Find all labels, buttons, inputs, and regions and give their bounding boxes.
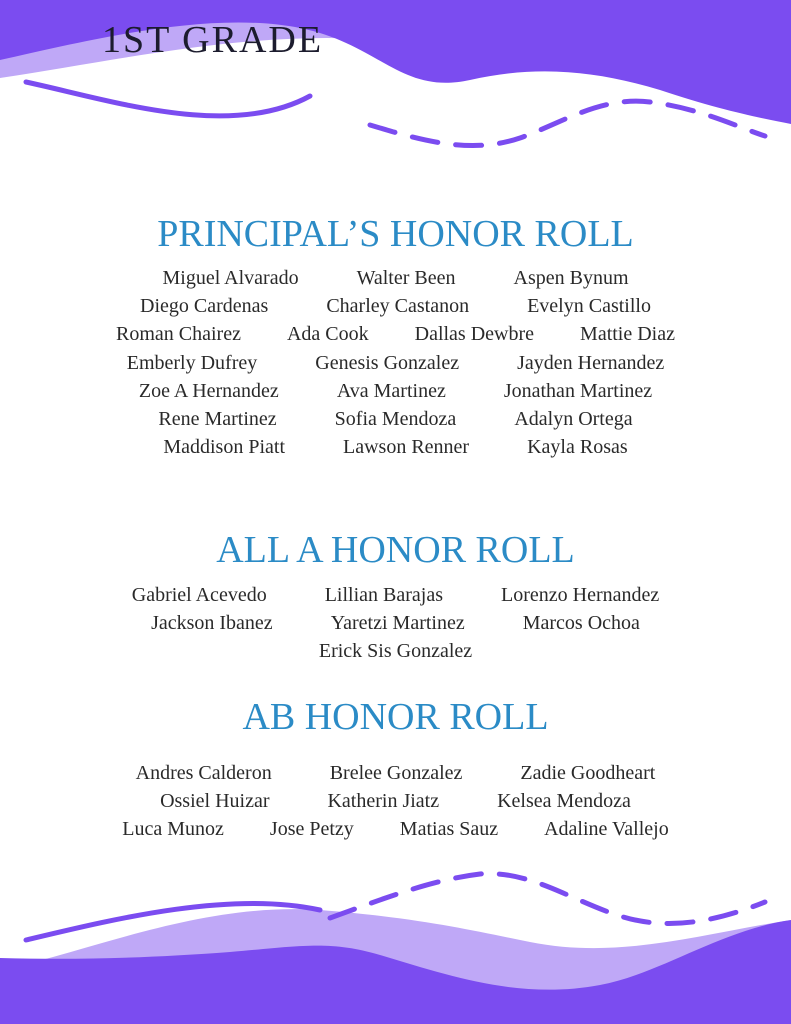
name-row <box>0 351 791 375</box>
student-name: Aspen Bynum <box>513 267 629 289</box>
student-name: Adalyn Ortega <box>514 408 633 430</box>
student-name: Evelyn Castillo <box>527 295 651 318</box>
student-name: Lorenzo Hernandez <box>501 584 660 606</box>
name-row <box>0 639 791 663</box>
student-name: Maddison Piatt <box>163 436 286 459</box>
name-row <box>0 407 791 431</box>
student-name: Katherin Jiatz <box>327 790 440 813</box>
name-row <box>0 379 791 403</box>
student-name: Dallas Dewbre <box>414 323 535 346</box>
student-name: Emberly Dufrey <box>126 351 258 374</box>
name-row <box>0 583 791 607</box>
name-row <box>0 322 791 346</box>
student-name: Roman Chairez <box>115 323 241 346</box>
name-row <box>0 817 791 841</box>
student-name: Charley Castanon <box>326 295 470 318</box>
bottom-dashed-line <box>330 874 765 924</box>
student-name: Ossiel Huizar <box>160 790 270 813</box>
student-name: Walter Been <box>356 267 456 289</box>
student-name: Jonathan Martinez <box>503 379 653 402</box>
student-name: Mattie Diaz <box>580 323 675 346</box>
student-name: Ava Martinez <box>336 379 446 402</box>
student-name: Sofia Mendoza <box>334 408 457 430</box>
student-name: Jayden Hernandez <box>517 351 665 374</box>
student-name: Matias Sauz <box>399 818 499 841</box>
name-row <box>0 789 791 813</box>
student-name: Lawson Renner <box>343 436 470 459</box>
student-name: Kayla Rosas <box>527 436 628 459</box>
student-name: Andres Calderon <box>135 762 272 784</box>
name-row <box>0 435 791 459</box>
name-row <box>0 266 791 290</box>
name-row <box>0 761 791 785</box>
student-name: Kelsea Mendoza <box>497 790 631 813</box>
student-name: Jose Petzy <box>269 818 354 841</box>
student-name: Marcos Ochoa <box>522 612 640 635</box>
name-row <box>0 294 791 318</box>
section-heading: AB HONOR ROLL <box>242 696 549 738</box>
section-heading: PRINCIPAL’S HONOR ROLL <box>157 213 634 255</box>
grade-title: 1ST GRADE <box>102 19 324 61</box>
student-name: Yaretzi Martinez <box>330 612 465 635</box>
student-name: Zadie Goodheart <box>520 762 656 784</box>
student-name: Genesis Gonzalez <box>315 351 460 374</box>
student-name: Erick Sis Gonzalez <box>318 640 473 663</box>
section-heading: ALL A HONOR ROLL <box>216 529 575 571</box>
student-name: Luca Munoz <box>122 818 224 841</box>
student-name: Gabriel Acevedo <box>131 584 267 606</box>
student-name: Rene Martinez <box>158 408 277 430</box>
student-name: Jackson Ibanez <box>151 612 273 635</box>
student-name: Zoe A Hernandez <box>138 379 279 402</box>
top-wave-line <box>26 82 310 116</box>
student-name: Diego Cardenas <box>140 295 269 318</box>
student-name: Brelee Gonzalez <box>329 762 463 784</box>
top-dashed-line <box>370 101 765 145</box>
student-name: Lillian Barajas <box>324 584 443 606</box>
name-row <box>0 611 791 635</box>
bottom-wave-decoration <box>0 860 791 1024</box>
student-name: Adaline Vallejo <box>544 818 669 841</box>
student-name: Miguel Alvarado <box>162 267 299 289</box>
student-name: Ada Cook <box>286 323 369 346</box>
